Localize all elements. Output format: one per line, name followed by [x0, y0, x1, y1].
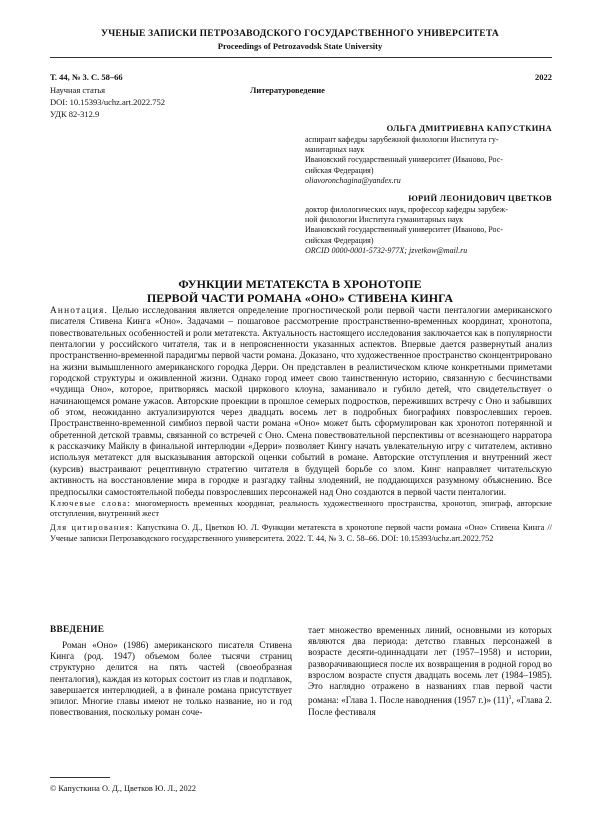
intro-left-column [50, 641, 292, 719]
intro-right-tail: , «Глава 2. После фестиваля [308, 696, 552, 718]
author-affiliation-2 [305, 205, 555, 256]
article-title [0, 277, 600, 305]
affiliation-line: Ивановский государственный университет (Иваново, Рос- [305, 225, 503, 235]
article-type: Научная статья [50, 85, 106, 95]
section-name: Литературоведение [250, 85, 325, 95]
affiliation-line: сийская Федерация) [305, 235, 374, 245]
abstract-text: Целью исследования является определение прогностической роли первой части пенталогии американского писателя Стивена Кинга «Оно». Задачами – пошаговое рассмотрение пространственно-временных координат, хронотопа, повествовательных особенностей и роли метатекста. Актуальность настоящего исследования заключается как в популярности пенталогии у российского читателя, так и в непроясненности указанных аспектов. Впервые дается развернутый анализ пространственно-временной парадигмы первой части романа. Доказано, что художественное пространство сконцентрировано на жизни вымышленного американского городка Дерри. Он представлен в реалистическом ключе конкретными приметами городской структуры и оживленной жизни. Однако город имеет свою таинственную историю, связанную с бесчинствами «чудища Оно», которое, притворяясь маской циркового клоуна, заманивало и губило детей, что свидетельствует о начинающемся романе ужасов. Авторские проекции в прошлое семерых подростков, переживших встречу с Оно и забывших об этом, неожиданно актуализируются через двадцать восемь лет в подробных биографиях повзрослевших героев. Пространственно-временной симбиоз первой части романа «Оно» может быть сформулирован как хронотоп потерянной и обретенной детской травмы, связанной со встречей с Оно. Смена повествовательной перспективы от всезнающего нарратора к рассказчику Майклу в финальной интерлюдии «Дерри» позволяет Кингу начать увлекательную игру с читателем, активно используя метатекст для высказывания авторской оценки событий в романе. Авторские отступления и внутренний жест (курсив) выстраивают рецептивную стратегию читателя в будущей борьбе со злом. Кинг направляет читательскую активность на восстановление мира в городке и разгадку тайны злодеяний, не поддающихся разумному объяснению. Все предпосылки самостоятельной победы повзрослевших персонажей над Оно создаются в первой части пенталогии. [50, 306, 552, 498]
keywords-label: Ключевые слова: [50, 498, 131, 508]
doi: DOI: 10.15393/uchz.art.2022.752 [50, 97, 165, 107]
affiliation-line: аспирант кафедры зарубежной филологии Института гу- [305, 135, 499, 144]
footnote-marker: 1 [508, 695, 512, 702]
intro-heading: ВВЕДЕНИЕ [50, 625, 105, 635]
author-name-2: ЮРИЙ ЛЕОНИДОВИЧ ЦВЕТКОВ [408, 193, 552, 203]
title-line-1: ФУНКЦИИ МЕТАТЕКСТА В ХРОНОТОПЕ [178, 277, 422, 291]
intro-right-column [308, 626, 552, 719]
affiliation-line: Ивановский государственный университет (Иваново, Рос- [305, 155, 503, 165]
copyright: © Капусткина О. Д., Цветков Ю. Л., 2022 [50, 784, 197, 793]
year: 2022 [535, 72, 552, 82]
affiliation-line: доктор филологических наук, профессор кафедры зарубеж- [305, 205, 508, 214]
intro-right-text: тает множество временных линий, основными из которых являются два периода: детство главных персонажей в возрасте десяти-одиннадцати лет (1957–1958) и истории, разворачивающиеся после их возвращения в родной город во взрослом возрасте спустя двадцать восемь лет (1984–1985). Это наглядно отражено в названиях глав первой части романа: «Глава 1. После наводнения (1957 г.)» (11) [308, 626, 552, 707]
abstract-label: Аннотация. [50, 306, 109, 316]
author-email-1: oliavoronchagina@yandex.ru [305, 175, 401, 185]
header-divider [50, 57, 552, 58]
journal-title-ru: УЧЕНЫЕ ЗАПИСКИ ПЕТРОЗАВОДСКОГО ГОСУДАРСТВЕННОГО УНИВЕРСИТЕТА [101, 29, 499, 39]
journal-title-en: Proceedings of Petrozavodsk State University [217, 41, 383, 51]
affiliation-line: манитарных наук [305, 145, 365, 155]
affiliation-line: сийская Федерация) [305, 165, 374, 175]
keywords-text: многомерность временных координат, реальность художественного пространства, хронотоп, эпиграф, авторские отступления, внутренний жест [50, 498, 552, 519]
affiliation-line: ной филологии Института гуманитарных наук [305, 215, 464, 225]
author-affiliation-1 [305, 135, 555, 186]
citation-text: Капусткина О. Д., Цветков Ю. Л. Функции метатекста в хронотопе первой части романа «Оно» Стивена Кинга // Ученые записки Петрозаводского государственного университета. 2022. Т. 44, № 3. С. 58–66. DOI: 10.15393/uchz.art.2022.752 [50, 523, 552, 543]
udk: УДК 82-312.9 [50, 109, 100, 119]
volume-info: Т. 44, № 3. С. 58–66 [50, 72, 123, 82]
abstract [50, 306, 552, 544]
intro-left-text: Роман «Оно» (1986) американского писателя Стивена Кинга (род. 1947) объемом более тысячи страниц структурно делится на пять частей (своеобразная пенталогия), каждая из которых состоит из глав и подглавок, завершается интерлюдией, а в финале романа присутствует эпилог. Многие главы имеют не только название, но и год повествования, поскольку роман соче- [50, 641, 292, 719]
footnote-divider [50, 777, 110, 778]
author-orcid-email-2: ORCID 0000-0001-5732-977X; jzvetkow@mail.ru [305, 245, 468, 255]
citation-label: Для цитирования: [50, 523, 134, 533]
title-line-2: ПЕРВОЙ ЧАСТИ РОМАНА «ОНО» СТИВЕНА КИНГА [146, 291, 454, 305]
author-name-1: ОЛЬГА ДМИТРИЕВНА КАПУСТКИНА [386, 123, 552, 133]
